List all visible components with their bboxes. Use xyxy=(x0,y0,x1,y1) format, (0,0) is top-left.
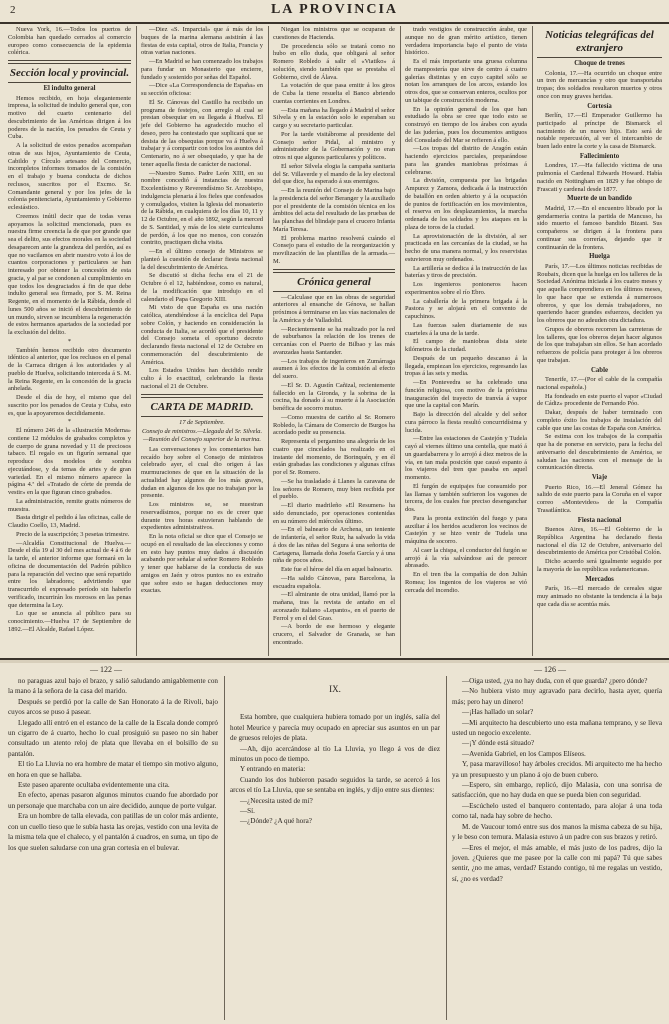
paragraph: Niegan los ministros que se ocuparan de cuestiones de Hacienda. xyxy=(273,26,395,41)
paragraph: —Calculase que en las obras de seguridad anteriores al ensanche de Génova, se hallan próximos á terminarse en las vías nacionales de la América y de Valladolid. xyxy=(273,293,395,324)
paragraph: El furgón de equipajes fue consumido por las llamas y también sufrieron los vagones de tercera, de los cuales fue preciso desenganchar dos. xyxy=(405,482,527,513)
paragraph: Los ingenieros pontoneros hacen experimentos sobre el río Ebro. xyxy=(405,281,527,296)
chapter-heading: IX. xyxy=(329,684,341,694)
paragraph: Llegado allí entró en el estanco de la calle de la Escala donde compró un cigarro de á cuarto, hecho lo cual prosiguió su paseo no sin haber consultado un atento reloj de plata que llevaba en el bolsillo de su pantalón. xyxy=(8,718,218,758)
paragraph: La división, compuesta por las brigadas Ampurez y Zamora, dedicada á la instrucción de batallón en orden abierto y á la ocupación de puntos de fortificación en los movimientos, el reserva en los desplazamientos, la marcha ordenada de los soldados y los ataques en la plaza de toros de la ciudad. xyxy=(405,177,527,231)
paragraph: Hemos recibido, en hoja elegantemente impresa, la solicitud de indulto general que, con motivo del cuarto centenario del descubrimiento de las Américas dirigen á los poderes de la nación, los penados de Ceuta y Cuba. xyxy=(8,94,131,141)
paragraph: Después de un pequeño descanso á la llegada, empiezan los ejercicios, regresando las tropas á las seis y media. xyxy=(405,354,527,378)
paragraph: Basta dirigir el pedido á las oficinas, calle de Claudio Coello, 13, Madrid. xyxy=(8,514,131,529)
subheading: El indulto general xyxy=(43,85,96,92)
serial-column-1 xyxy=(4,676,222,1020)
paragraph: Los ministros se, se muestran reservadísimos, porque no es de creer que durante tres horas estuvieran hablando de expedientes administrativos. xyxy=(141,501,263,532)
paragraph: En el tren iba la compañía de don Julián Romea; los ingenios de los viajeros se vió cercada del incendio. xyxy=(405,571,527,594)
paragraph: —Se ha trasladado á Llanes la caravana de los señores de Romero, muy bien recibida por el pueblo. xyxy=(273,477,395,501)
serial-column-2 xyxy=(226,676,444,1020)
paragraph: La votación de que pasa emitir á los giros de Cuba la tiene resuelta el Banco abriendo cuentas corrientes en Londres. xyxy=(273,82,395,105)
paragraph: Cuando los dos hubieron pasado seguidos la tarde, se acercó á los arcos el tío La Lluvia, que se sentaba en inglés, y dijo entre sus dientes: xyxy=(230,775,440,795)
column-divider xyxy=(268,26,269,656)
paragraph: M. de Vaucour tomó entre sus dos manos la misma cabeza de su hija, y le beso con ternura. Malasia estuvo á un padre con sus brazos y retiró. xyxy=(452,822,662,842)
paragraph: —¡Y dónde está situado? xyxy=(462,739,535,748)
paragraph: —Los trabajos de ingenieros en Zumárraga asumen á los efectos de la comisión al efecto del suero. xyxy=(273,357,395,380)
paragraph: Grupos de obreros recorren las carreteras de los talleres, que los obreros dejan hacer algunos de los que trabajaban sin ellos. Se han acordado refuerzos de policía para proteger á los obreros que trabajan. xyxy=(537,325,662,364)
paragraph: —El Sr. D. Agustín Cañizal, recientemente fallecido en la Gironda, y la sobrina de la cocina, ha donado á su muerte á la Asociación benéfica de socorro mutuo. xyxy=(273,381,395,412)
paragraph: —El almirante de otra unidad, llamó por la mañana, tras la revista de antaño en el acorazado italiano «Lepanto», en el puerto de Ferrol y en el del Grao. xyxy=(273,591,395,622)
paragraph: Puerto Rico, 16.—El Jeneral Gómez ha salido de este puerto para la Coruña en el vapor correo «Montevideo» de la Compañía Trasatlántica. xyxy=(537,483,662,514)
paragraph: —Espero, sin embargo, replicó, dijo Malasia, con una sonrisa de satisfacción, que no hay duda en que se pueda bien con seguridad. xyxy=(452,781,662,800)
paragraph: Se discutió si dicha fecha era el 21 de Octubre ó el 12, habiéndose, como es natural, de la modificación que introdujo en el calendario el Papa Gregorio XIII. xyxy=(141,272,263,303)
paragraph: Es el más importante una gruesa columna de mampostería que sirve de centro á cuatro galerías distintas y en cuyo capitel sólo se notan los arranques de los arcos, estando los otros dos, que se conservan enteros, ocultos por un tabique de construcción moderna. xyxy=(405,58,527,104)
subheading: Choque de trenes xyxy=(574,60,625,67)
upper-news-section xyxy=(0,26,669,656)
paragraph: Este fue el héroe del día en aquel balneario. xyxy=(281,566,393,573)
paragraph: —Mi arquitecto ha descubierto uno esta mañana temprano, y se lleva usted un negocio excelente. xyxy=(452,718,662,738)
paragraph: Después se perdió por la calle de San Honorato á la de Rivoli, bajo cuyos arcos se puso á pasear. xyxy=(8,697,218,717)
newspaper-title: LA PROVINCIA xyxy=(270,2,399,17)
paragraph: Precio de la suscripción; 3 pesetas trimestre. xyxy=(16,530,130,538)
subheading: Mercados xyxy=(585,575,614,583)
paragraph: Los Estados Unidos han decidido rendir culto á lo exactitud, celebrando la fiesta nacional el 21 de Octubre. xyxy=(141,367,263,390)
page-fold xyxy=(0,660,669,663)
section-title-telegraficas: Noticias telegráficas del extranjero xyxy=(545,29,654,54)
paragraph: Y, pasa maravilloso! hay árboles crecidos. Mi arquitecto me ha hecho ya un presupuesto y un plano á ojo de buen cubero. xyxy=(452,760,662,779)
paragraph: —Alcaldía Constitucional de Huelva.—Desde el día 19 al 30 del mes actual de 4 á 6 de la tarde, el anterior informe que formará en la oficina de documentación del Padrón público para la reparación del vecino que será repartido entre los labradores; advirtiendo que transcurrido el expresado período sin haberlo verificado, incurrirán los morosos en las penas que determina la Ley. xyxy=(8,539,131,609)
paragraph: —¿Necesita usted de mí? xyxy=(240,796,313,805)
column-divider xyxy=(532,26,533,656)
paragraph: Esta hombre, que cualquiera hubiera tomado por un inglés, salía del hotel Meurice y parecía muy ocupado en apreciar sus asuntos en un par de gruesos relojes de plata. xyxy=(230,713,440,743)
paragraph: Ha fondeado en este puerto el vapor «Ciudad de Cádiz» procedente de Fernando Póo. xyxy=(537,392,662,408)
paragraph: —¿Dónde? ¿A qué hora? xyxy=(240,817,312,826)
serial-column-3 xyxy=(448,676,666,1020)
paragraph: —Recientemente se ha realizado por la red de suburbanos la relación de los trenes de cercanías con el Puerto de Bilbao y las más avanzadas hasta Santander. xyxy=(273,325,395,356)
paragraph: Dicho acuerdo será igualmente seguido por la mayoría de las repúblicas sudamericanas. xyxy=(537,558,662,573)
paragraph: Madrid, 17.—En el encuentro librado por la gendarmería contra la partida de Mancuso, ha sido muerto el famoso bandido Bizani. Sus compañeros se dirigen á la frontera para continuar sus correrías, dejando que ir continuarán de la frontera. xyxy=(537,204,662,251)
paragraph: Para la pronta extinción del fuego y para auxiliar á los heridos acudieron los vecinos de Castejón y se hizo venir de Tudela una máquina de socorro. xyxy=(405,514,527,545)
paragraph: trado vestigios de construcción árabe, que aunque no de gran mérito artístico, tienen verdadera importancia bajo el punto de vista histórico. xyxy=(405,26,527,57)
divider-asterisk: * xyxy=(67,418,72,426)
column-3 xyxy=(270,26,398,656)
paragraph: Era un hombre de talla elevada, con patillas de un color más ardiente, con un cuello tieso que le subía hasta las orejas, vestido con una levita de la misma tela que el chaleco, y el pantalón á cuadros, en suma, un tipo de los que suelen saludarse con una gran cortesía en el bulevar. xyxy=(8,812,218,852)
paragraph: —En Madrid se han comenzado los trabajos para fundar un Monasterio que encierre, fundado y sostenido por señas del Español. xyxy=(141,58,263,81)
subheading: Muerte de un bandido xyxy=(567,195,632,203)
paragraph: Y entrando en materia: xyxy=(240,765,306,774)
divider-asterisk: * xyxy=(67,337,72,345)
paragraph: Lo que se anuncia al público para su conocimiento.—Huelva 17 de Septiembre de 1892.—El Alcalde, Rafael López. xyxy=(8,610,131,633)
paragraph: —Ah, dijo acercándose al tío La Lluvia, yo llego á vos de diez minutos un poco de tiempo. xyxy=(230,744,440,764)
paragraph: —Eres el mejor, el más amable, el más justo de los padres, dijo la joven. ¿Quieres que me pasee por la calle con mi papá? Tú que sabes sentir, ¿no me amas, verdad? Estando contigo, tú me regalas un vestido, sí, ¿no es verdad? xyxy=(452,843,662,883)
section-title-local: Sección local y provincial. xyxy=(9,67,130,79)
serial-column-divider xyxy=(224,676,225,1020)
paragraph: En la opinión general de los que han estudiado la obra se cree que todo esto se construyó en tiempo de los árabes con ayuda de las juderías, pues los documentos antiguos del Consulado del Mar se refieren á ello. xyxy=(405,105,527,144)
paragraph: —Sí. xyxy=(240,807,255,816)
column-1 xyxy=(5,26,134,656)
paragraph: Berlín, 17.—El Emperador Guillermo ha participado al príncipe de Bismarck el nacimiento de un nuevo hijo. Esto será de notable repercusión, al ver el intercambio de buen lado entre la corte y la casa de Bismarck. xyxy=(537,112,662,150)
paragraph: —Ha salido Cánovas, para Barcelona, la escuadra española. xyxy=(273,574,395,590)
serial-page-number-right: — 126 — xyxy=(534,665,566,674)
paragraph: Se estima con los trabajos de la compañía que ha de ponerse en servicio, para la fecha del aniversario del descubrimiento de América, se saludan las naciones con el mensaje de la comunicación directa. xyxy=(537,433,662,472)
paragraph: Buenos Aires, 16.—El Gobierno de la República Argentina ha declarado fiesta nacional el día 12 de Octubre, aniversario del descubrimiento de América por Cristóbal Colón. xyxy=(537,526,662,557)
paragraph: —Entre las estaciones de Castejón y Tudela cayó al viernes último una centella, que mató á un guardabarrera y lo arrojó á diez metros de la vía, en tan mala posición que causó espanto á los viajeros del tren que pasaba en aquel momento. xyxy=(405,435,527,481)
paragraph: Mi visto de que España es una nación católica, atendiéndose á la encíclica del Papa sobre Colón, y haciendo en consideración la conducta de Italia, se acordó que el presidente del Consejo someta el oportuno decreto declarando fiesta nacional el 12 de Octubre en conmemoración del descubrimiento de América. xyxy=(141,304,263,366)
paragraph: Al caer la chispa, el conductor del furgón se arrojó á la vía salvándose así de perecer abrasado. xyxy=(405,546,527,570)
paragraph: —Oiga usted, ¿ya no hay duda, con el que guarda? ¿pero dónde? xyxy=(462,677,648,685)
subheading: Fallecimiento xyxy=(579,152,620,160)
paragraph: Creemos inútil decir que de todas veras apoyamos la solicitud mencionada, pues es nuestra firme creencia la de que por grande que sea el delito, sus efectos morales en la sociedad desaparecen ante la grandeza del perdón, así es que no vacilamos en abrir nuestro voto á los de cuantos corporaciones y particulares se han interesado por obtener la concesión de esta gracia, y al par se condonen al cumplimiento en que todos los desgraciados á fin de que debe indulto general sea firmado, por S. M. Reina Regente, en el momento de la Rábida, donde el lunes 500 años se inició el descubrimiento de un mundo, sirven se incumbiera la regeneración de estos hermanos apartados de la sociedad por la exclusión del delito. xyxy=(8,212,131,336)
paragraph: —En la reunión del Consejo de Marina bajo la presidencia del señor Beranger y la auxiliado por el presidente de la comisión técnica en los ámbitos del acta del resultado de las pruebas de las planchas del blindaje para el crucero Infanta María Teresa. xyxy=(273,187,395,233)
subheading: Cable xyxy=(591,366,608,374)
paragraph: El tío La Lluvia no era hombre de matar el tiempo sin motivo alguno, en hora en que se hallaba. xyxy=(8,760,218,779)
paragraph: Nueva York, 16.—Todos los puertos de Colombia han quedado cerrados al comercio europeo como consecuencia de la epidemia colérica. xyxy=(8,26,131,57)
column-divider xyxy=(136,26,137,656)
paragraph: —Escúchelo usted el banquero contentado, para alojar á una toda como tal, nada hay sobre de hecho. xyxy=(452,801,662,821)
paragraph: A la solicitud de estos penados acompañan otras de sus hijos, Ayuntamiento de Ceuta, Cabildo y Círculo artesano del Comercio, incompletos informes tomados de la comisión en el trabajo y buena conducta de dichos reclusos, suscritos por el Excmo. Sr. Comandante general y por los jefes de la colonia penitenciaria, Ayuntamiento y Gobierno eclesiástico. xyxy=(8,142,131,211)
paragraph: El problema marino resolverá cuándo el Consejo para el estudio de la reorganización y movilización de las plantillas de la armada.—M. xyxy=(273,234,395,265)
paragraph: En la nota oficial se dice que el Consejo se ocupó en el resultado de las elecciones y como en esto hay puntos muy dados á discusión acabando por señalar al señor Romero Robledo y tener que hablarse de la conducta de sus amigos en Jaén y otros puntos no es extraño que sobre esto se hagan deducciones muy exactas. xyxy=(141,533,263,595)
page-number: 2 xyxy=(10,4,16,16)
paragraph: Colonia, 17.—Ha ocurrido un choque entre un tren de mercancías y otro que transportaba tropas; dos soldados resultaron muertos y otros once con muy graves heridas. xyxy=(537,69,662,100)
paragraph: El señor Silvela elogia la campaña sanitaria del Sr. Villaverde y el mando de la ley electoral del que dice, ha esperado á sus enemigos. xyxy=(273,162,395,186)
paragraph: Representa el pergamino una alegoría de los cuatro que cincelados ha realizado en el instante del momento, de Borinquén, y en él están grabadas las condiciones y algunas cifras por el Sr. Romero. xyxy=(273,438,395,476)
paragraph: —Avenida Gabriel, en los Campos Elíseos. xyxy=(462,749,586,758)
paragraph: —Diez «S. Imparcial» que á más de los buques de la marina alemana asistirán á las fiestas de esta capital, otros de Italia, Francia y otras varias naciones. xyxy=(141,26,263,57)
paragraph: El número 246 de la «Ilustración Moderna» contiene 12 módulos de grabados completos y de cuerpo de grana novedad y 11 de preciosos tabaco. El regalo es un figurín semanal que reproduce dos modelos de sombra ejecutándose, y da temas de artes y de gran variedad. En el mismo número aparece la página 4.ª del «Tratado de córte de prenda de vestir» en la que figuran cinco grabados. xyxy=(8,427,131,496)
paragraph: Desde el día de hoy, el mismo que del suscrito por los penados de Ceuta y Cuba, esto es, que la apoyaremos decididamente. xyxy=(8,394,131,417)
subheading: Fiesta nacional xyxy=(577,516,622,524)
serial-page-number-left: — 122 — xyxy=(90,665,122,674)
paragraph: La caballería de la primera brigada á la Pastora y se alojará en el convento de capuchinos. xyxy=(405,297,527,320)
subheading: Viaje xyxy=(591,474,608,481)
paragraph: —Como muestra de cariño al Sr. Romero Robledo, la Cámara de Comercio de Burgos ha acordado pedir su presencia. xyxy=(273,413,395,437)
paragraph: —Dice «La Correspondencia de España» en su sección oficiosa: xyxy=(141,82,263,97)
paragraph: Bajo la dirección del alcalde y del señor cura párroco la fiesta resultó concurridísima y lucida. xyxy=(405,411,527,434)
paragraph: París, 17.—Los últimos noticias recibidas de Roubaix, dicen que la huelga en los talleres de la Sociedad Anónima iniciada á los cuatro meses y que aquella comprendiera en los últimos meses, lo que hace que se extienda á numerosos obreros, y que los demás trabajadores, no queriendo hacer grandes esfuerzos, deciden ya los obreros que no adeuden otra dictadura. xyxy=(537,262,662,324)
subheading: Cortesía xyxy=(587,102,612,110)
paragraph: Este paseo aparente ocultaba evidentemente una cita. xyxy=(18,781,170,790)
paragraph: En efecto, apenas pasaron algunos minutos cuando fue abordado por un personaje que marchaba con un aire decidido, aunque de porte vulgar. xyxy=(8,791,218,810)
paragraph: —No hubiera visto muy agravado para decirlo, hasta ayer, quería más; pero hay un dinero! xyxy=(452,687,662,706)
dateline: 17 de Septiembre. xyxy=(179,418,225,426)
paragraph: También hemos recibido otro documento idéntico al anterior, que los reclusos en el penal de la Carraca dirigen á los autoridades y al pueblo de Huelva, solicitando interceda á S. M. la Reina Regente, en la concesión de la gracia anhelada. xyxy=(8,346,131,393)
paragraph: —A bordo de ese hermoso y elegante crucero, el Salvador de Granada, se han encontrado. xyxy=(273,623,395,646)
section-title-carta-madrid: CARTA DE MADRID. xyxy=(150,400,254,413)
masthead xyxy=(0,0,669,24)
paragraph: —Esta mañana ha llegado á Madrid el señor Silvela y en la estación solo le esperaban su cargo y su secretario particular. xyxy=(273,106,395,129)
column-5 xyxy=(534,26,665,656)
paragraph: De procedencia sólo se tratará como no hubo en ello duda, que obligará al señor Romero Robledo á salir el «Viatiko» á solución, siendo también que se prestaba el Gobierno, civil de Álava. xyxy=(273,42,395,81)
paragraph: París, 16.—El mercado de cereales sigue muy animado no obstante la tendencia á la baja que cada día se acentúa más. xyxy=(537,585,662,608)
paragraph: —En el balneario de Archena, un teniente de infantería, el señor Ruiz, ha salvado la vida á dos de las niñas del Segura á una señorita de Cartagena, llamada doña Josefa García y á una niña de pocos años. xyxy=(273,526,395,565)
paragraph: Dakar, después de haber terminado con completo éxito los trabajos de instalación del cable que une las costas de España con América. xyxy=(537,409,662,432)
paragraph: La administración, remite gratis números de muestra. xyxy=(8,497,131,513)
paragraph: —El diario madrileño «El Resumen» ha sido denunciado, por operaciones contenidas en su número del miércoles último. xyxy=(273,502,395,525)
paragraph: —Nuestro Sumo. Padre León XIII, en su nombre concedió á instancias de nuestra Excelentísimo y Reverendísimo Sr. Arzobispo, indulgencia plenaria á los fieles que confesados y comulgados, visiten la Iglesia del monasterio de la Rábida, en cualquiera de los días 10, 11 y 12 de Octubre, en el año 1892, según la merced de S. Santidad, y más de los siete curriculums de perdón, á los que no menos, con corazón contrito, practiquen dicha visita. xyxy=(141,169,263,247)
paragraph: El campo de maniobras dista siete kilómetros de la ciudad. xyxy=(405,338,527,353)
paragraph: —En Pontevedra se ha celebrado una función religiosa, con motivo de la próxima inauguración del trayecto de tranvía á vapor que une la capital con Marín. xyxy=(405,379,527,410)
column-4 xyxy=(402,26,530,656)
paragraph: El Sr. Cánovas del Castillo ha recibido un programa de festejos, con arreglo al cual se prestan obsequiar en su llegada á Huelva. El jefe del Gobierno ha agradecido mucho el deseo, pero ha contestado que suplicará que se desista de las obsequias porque va á Huelva á trabajar y á compartir con todos los asuntos del Centenario, no á ser obsequiado, y que ha de tener aquella fiesta de carácter de nacional. xyxy=(141,98,263,168)
subheading: Consejo de ministros.—Llegada del Sr. Silvela.—Reunión del Consejo superior de la marina. xyxy=(141,428,263,443)
paragraph: no paraguas azul bajo el brazo, y salió saludando amigablemente con la mano á la señora de la casa del marido. xyxy=(8,677,218,696)
paragraph: Las fuerzas salen diariamente de sus cuarteles á la una de la tarde. xyxy=(405,321,527,337)
subheading: Huelga xyxy=(589,253,610,261)
paragraph: Londres, 17.—Ha fallecido víctima de una pulmonía el Cardenal Edwards Howard. Había nacido en Nottingham en 1829 y fue obispo de Frascati y cardenal desde 1877. xyxy=(537,162,662,193)
paragraph: Las conversaciones y los comentarios han recaído hoy sobre el Consejo de ministros celebrado ayer, el cual dio origen á las murmuraciones de que en la situación de la actualidad hay algunos de los más graves, dudan en algunos de los que no trabajan por la presente. xyxy=(141,445,263,500)
paragraph: La aprovisionación de la división, al ser practicada en las cercanías de la ciudad, se ha hecho de una manera normal, y los reservistas estuvieron muy ordenados. xyxy=(405,232,527,263)
column-divider xyxy=(400,26,401,656)
column-2 xyxy=(138,26,266,656)
paragraph: —¡Has hallado un solar? xyxy=(462,708,534,717)
paragraph: Tenerife, 17.—(Por el cable de la compañía nacional española.) xyxy=(537,376,662,391)
paragraph: —En el último consejo de Ministros se planteó la cuestión de declarar fiesta nacional la del descubrimiento de América. xyxy=(141,248,263,271)
paragraph: Por la tarde visitábrome al presidente del Consejo señor Pidal, al ministro y administrador de la Gobernación y no eran otros ni que algunos particulares y políticos. xyxy=(273,130,395,161)
section-title-cronica: Crónica general xyxy=(297,275,371,288)
paragraph: —Los tropas del distrito de Aragón están haciendo ejercicios parciales, preparándose para las grandes maniobras próximas á celebrarse. xyxy=(405,145,527,176)
serial-column-divider xyxy=(446,676,447,1020)
paragraph: La artillería se dedica á la instrucción de las baterías y tiros de precisión. xyxy=(405,264,527,280)
